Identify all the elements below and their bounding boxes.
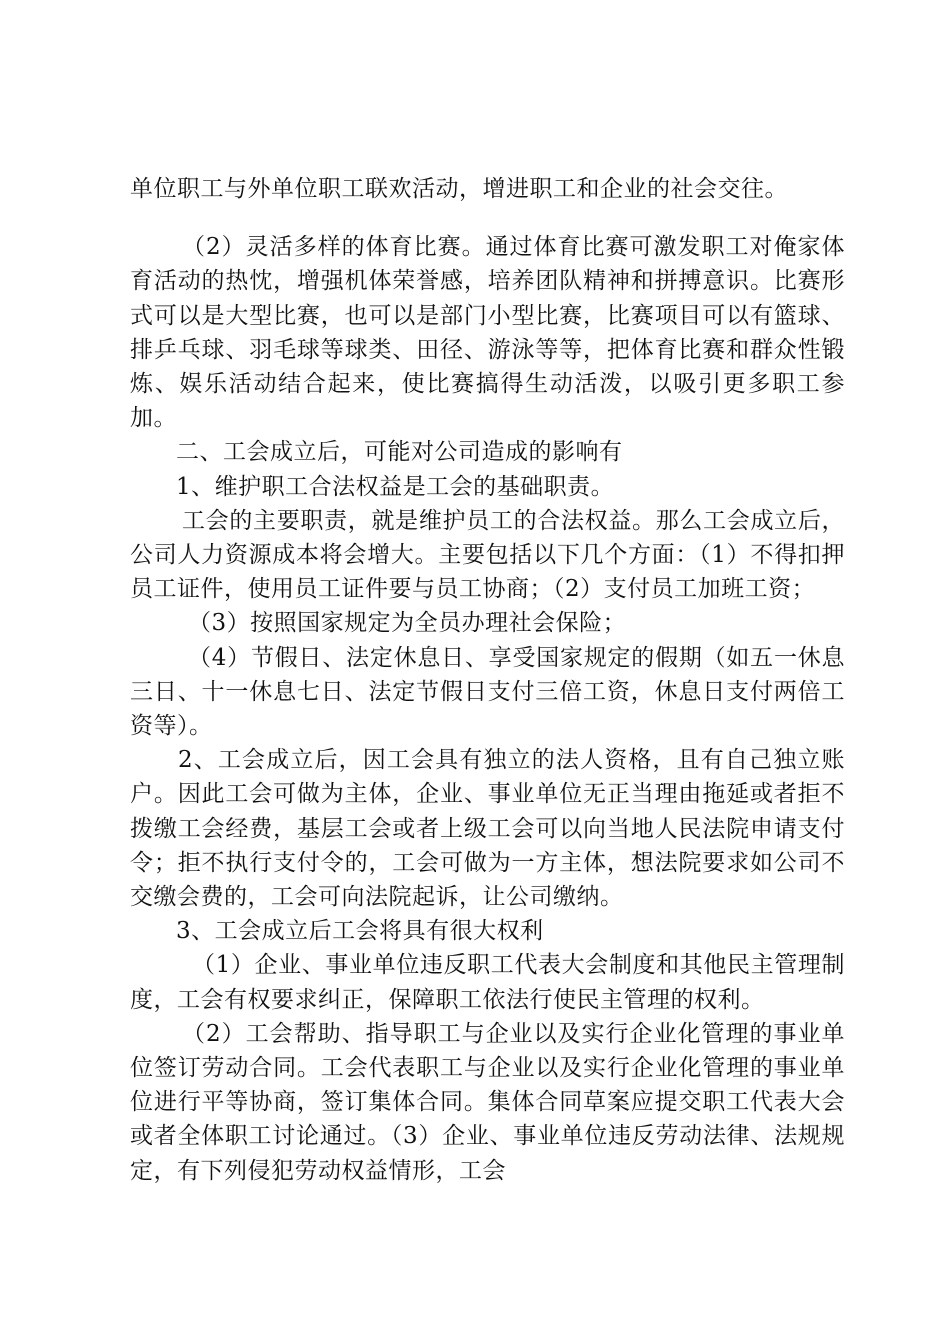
paragraph-8: 3、工会成立后工会将具有很大权利 <box>176 918 544 945</box>
paragraph-2: （2）灵活多样的体育比赛。通过体育比赛可激发职工对俺家体育活动的热忱，增强机体荣誉感，培养团队精神和拼搏意识。比赛形式可以是大型比赛，也可以是部门小型比赛，比赛项目可以有篮球、排乒乓球、羽毛球等球类、田径、游泳等等，把体育比赛和群众性锻炼、娱乐活动结合起来，使比赛搞得生动活泼，以吸引更多职工参加。 <box>130 234 845 432</box>
paragraph-6: （4）节假日、法定休息日、享受国家规定的假期（如五一休息三日、十一休息七日、法定节假日支付三倍工资，休息日支付两倍工资等）。 <box>130 644 845 740</box>
paragraph-7: 2、工会成立后，因工会具有独立的法人资格，且有自己独立账户。因此工会可做为主体，企业、事业单位无正当理由拖延或者拒不拨缴工会经费，基层工会或者上级工会可以向当地人民法院申请支付令；拒不执行支付令的，工会可做为一方主体，想法院要求如公司不交缴会费的，工会可向法院起诉，让公司缴纳。 <box>130 747 845 911</box>
paragraph-4: 工会的主要职责，就是维护员工的合法权益。那么工会成立后，公司人力资源成本将会增大。主要包括以下几个方面：（1）不得扣押员工证件，使用员工证件要与员工协商；（2）支付员工加班工资； <box>130 507 845 603</box>
paragraph-10: （2）工会帮助、指导职工与企业以及实行企业化管理的事业单位签订劳动合同。工会代表职工与企业以及实行企业化管理的事业单位进行平等协商，签订集体合同。集体合同草案应提交职工代表大会或者全体职工讨论通过。（3）企业、事业单位违反劳动法律、法规规定，有下列侵犯劳动权益情形，工会 <box>130 1020 845 1184</box>
document-body <box>130 172 845 1188</box>
paragraph-3: 1、维护职工合法权益是工会的基础职责。 <box>176 473 615 500</box>
paragraph-5: （3）按照国家规定为全员办理社会保险； <box>188 610 627 637</box>
paragraph-9: （1）企业、事业单位违反职工代表大会制度和其他民主管理制度，工会有权要求纠正，保障职工依法行使民主管理的权利。 <box>130 952 845 1013</box>
section-heading-2: 二、工会成立后，可能对公司造成的影响有 <box>176 439 623 466</box>
paragraph-1: 单位职工与外单位职工联欢活动，增进职工和企业的社会交往。 <box>130 176 788 202</box>
